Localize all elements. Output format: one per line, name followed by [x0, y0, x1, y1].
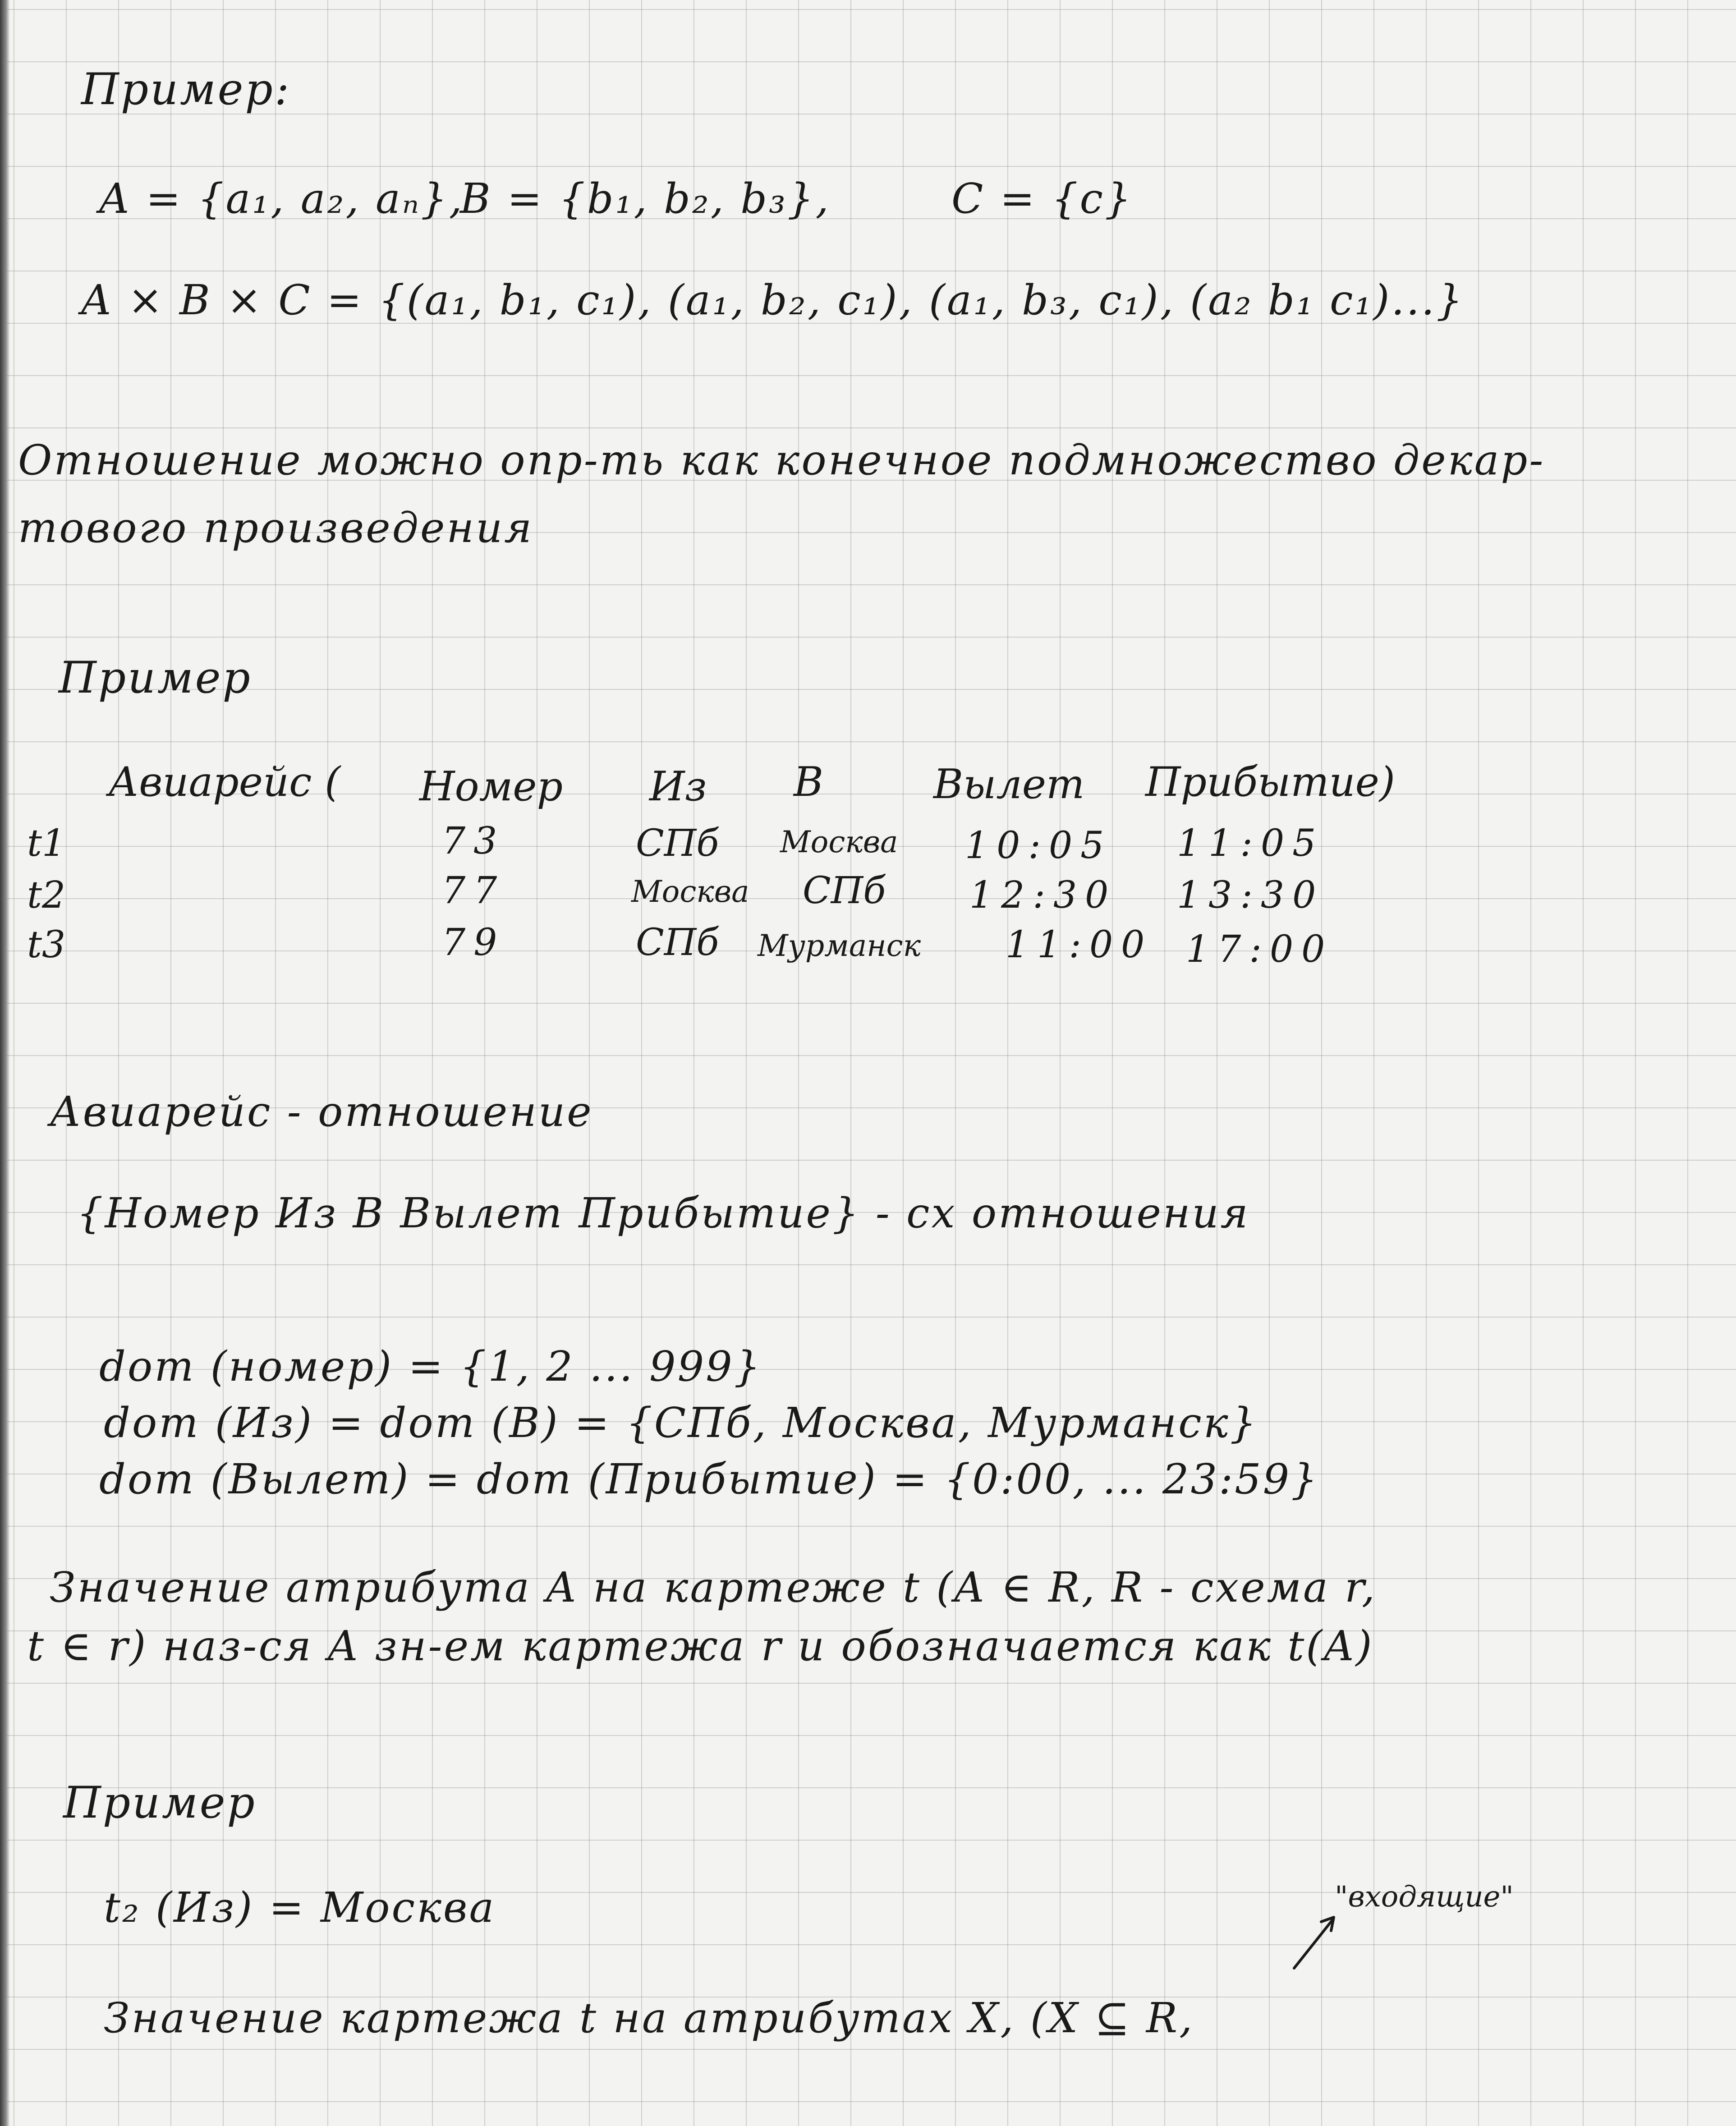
table-cell: 73 [442, 820, 505, 863]
table-cell: 13:30 [1177, 874, 1324, 917]
table-row-label: t1 [27, 822, 66, 865]
set-b-definition: B = {b₁, b₂, b₃}, [460, 174, 831, 223]
table-cell: 79 [442, 921, 505, 964]
insertion-arrow-icon [1290, 1912, 1344, 1970]
example-equation: t₂ (Из) = Москва [104, 1883, 496, 1932]
set-c-definition: C = {c} [951, 174, 1133, 223]
table-cell: СПб [636, 822, 719, 865]
cartesian-product-line: A × B × C = {(a₁, b₁, c₁), (a₁, b₂, c₁), (a₁, b₃, c₁), (a₂ b₁ c₁)...} [81, 276, 1465, 324]
table-cell: 17:00 [1186, 928, 1333, 971]
table-cell: 10:05 [965, 824, 1112, 867]
table-cell: Москва [631, 874, 749, 909]
inserted-word-note: "входящие" [1335, 1880, 1514, 1914]
table-cell: 77 [442, 869, 505, 912]
table-row-label: t3 [27, 923, 66, 966]
domain-line-3: dom (Вылет) = dom (Прибытие) = {0:00, ... 23:59} [99, 1455, 1319, 1503]
domain-line-2: dom (Из) = dom (В) = {СПб, Москва, Мурманск} [104, 1399, 1258, 1447]
definition-line-2: тового произведения [18, 504, 534, 552]
notebook-binding-edge [0, 0, 10, 2126]
relation-name-line: Авиарейс - отношение [50, 1088, 593, 1136]
table-header: Вылет [933, 761, 1085, 808]
tuple-values-line: Значение картежа t на атрибутах X, (X ⊆ R, [104, 1994, 1194, 2042]
table-cell: 11:05 [1177, 822, 1324, 865]
example-heading-1: Пример: [81, 64, 291, 115]
table-header: Номер [419, 763, 563, 810]
table-caption: Авиарейс ( [108, 758, 341, 806]
example-heading-3: Пример [63, 1777, 257, 1828]
table-cell: Мурманск [758, 928, 921, 963]
table-cell: 11:00 [1006, 923, 1153, 966]
table-cell: Москва [780, 825, 898, 859]
relation-schema-line: {Номер Из В Вылет Прибытие} - сх отношения [77, 1189, 1250, 1237]
table-header: В [794, 758, 824, 806]
table-row-label: t2 [27, 874, 66, 917]
attribute-definition-line-2: t ∈ r) наз-ся A зн-ем картежа r и обозначается как t(A) [27, 1622, 1374, 1670]
table-cell: СПб [636, 921, 719, 964]
set-a-definition: A = {a₁, a₂, aₙ}, [99, 174, 464, 223]
definition-line-1: Отношение можно опр-ть как конечное подмножество декар- [18, 436, 1545, 484]
table-cell: 12:30 [969, 874, 1117, 917]
table-cell: СПб [803, 869, 886, 912]
table-header: Прибытие) [1145, 758, 1395, 806]
table-header: Из [649, 763, 707, 810]
attribute-definition-line-1: Значение атрибута A на картеже t (A ∈ R, R - схема r, [50, 1563, 1377, 1612]
example-heading-2: Пример [59, 652, 252, 703]
domain-line-1: dom (номер) = {1, 2 ... 999} [99, 1342, 762, 1391]
